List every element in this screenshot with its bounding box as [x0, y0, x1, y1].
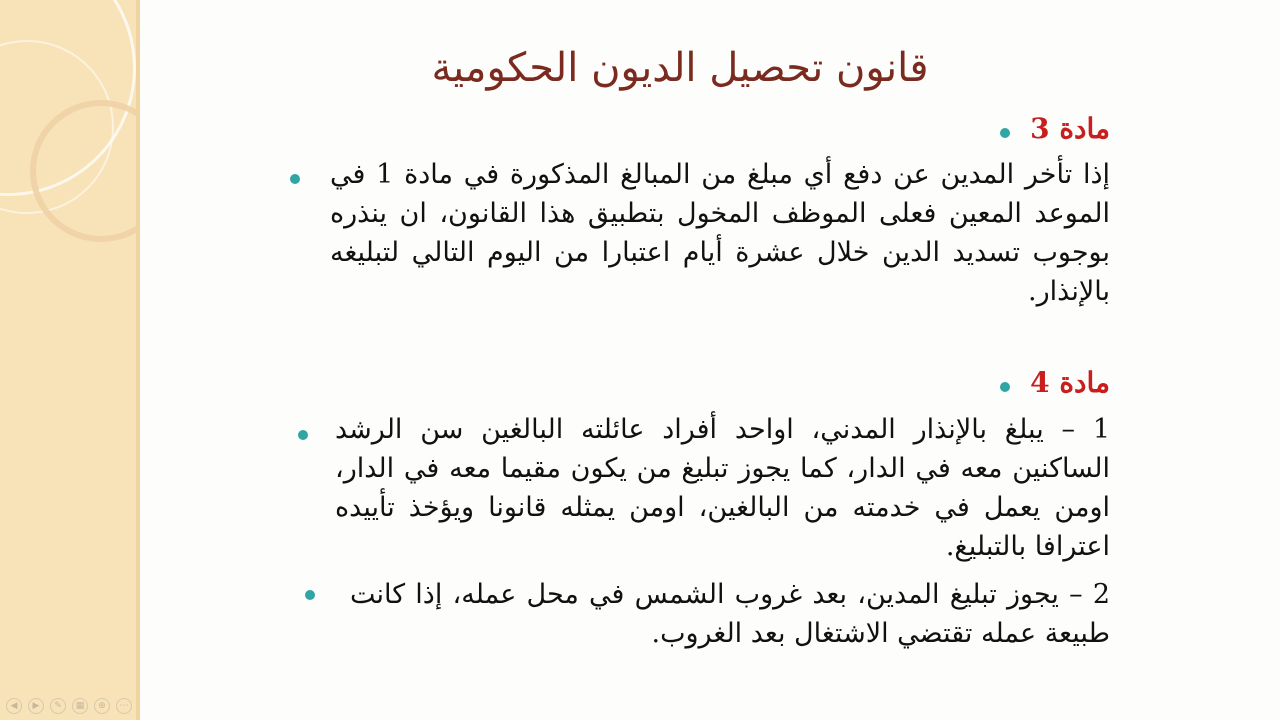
bullet-dot	[298, 430, 308, 440]
zoom-icon[interactable]: ⊕	[94, 698, 110, 714]
section-paragraph: إذا تأخر المدين عن دفع أي مبلغ من المبالغ المذكورة في مادة 1 في الموعد المعين فعلى الموظف المخول بتطبيق هذا القانون، ان ينذره بوجوب تسديد الدين خلال عشرة أيام اعتبارا من اليوم التالي لتبليغه بالإنذار.	[330, 159, 1110, 308]
slideshow-controls	[6, 698, 132, 714]
previous-slide-icon[interactable]: ◀	[6, 698, 22, 714]
slide-title: قانون تحصيل الديون الحكومية	[431, 45, 929, 91]
section-heading: مادة 4	[1030, 366, 1110, 399]
decorative-side-panel	[0, 0, 140, 720]
section-paragraph: 2 – يجوز تبليغ المدين، بعد غروب الشمس في محل عمله، إذا كانت طبيعة عمله تقتضي الاشتغال بعد الغروب.	[350, 579, 1110, 650]
more-options-icon[interactable]: ⋯	[116, 698, 132, 714]
section-heading: مادة 3	[1030, 112, 1110, 145]
next-slide-icon[interactable]: ▶	[28, 698, 44, 714]
slide-content	[160, 0, 1280, 720]
bullet-dot	[305, 590, 315, 600]
bullet-dot	[1000, 382, 1010, 392]
section-paragraph: 1 – يبلغ بالإنذار المدني، اواحد أفراد عائلته البالغين سن الرشد الساكنين معه في الدار، كما يجوز تبليغ من يكون مقيما معه في الدار، اومن يعمل في خدمته من البالغين، اومن يمثله قانونا ويؤخذ تأييده اعترافا بالتبليغ.	[335, 414, 1110, 563]
pen-icon[interactable]: ✎	[50, 698, 66, 714]
bullet-dot	[1000, 128, 1010, 138]
see-all-slides-icon[interactable]: ▦	[72, 698, 88, 714]
bullet-dot	[290, 174, 300, 184]
